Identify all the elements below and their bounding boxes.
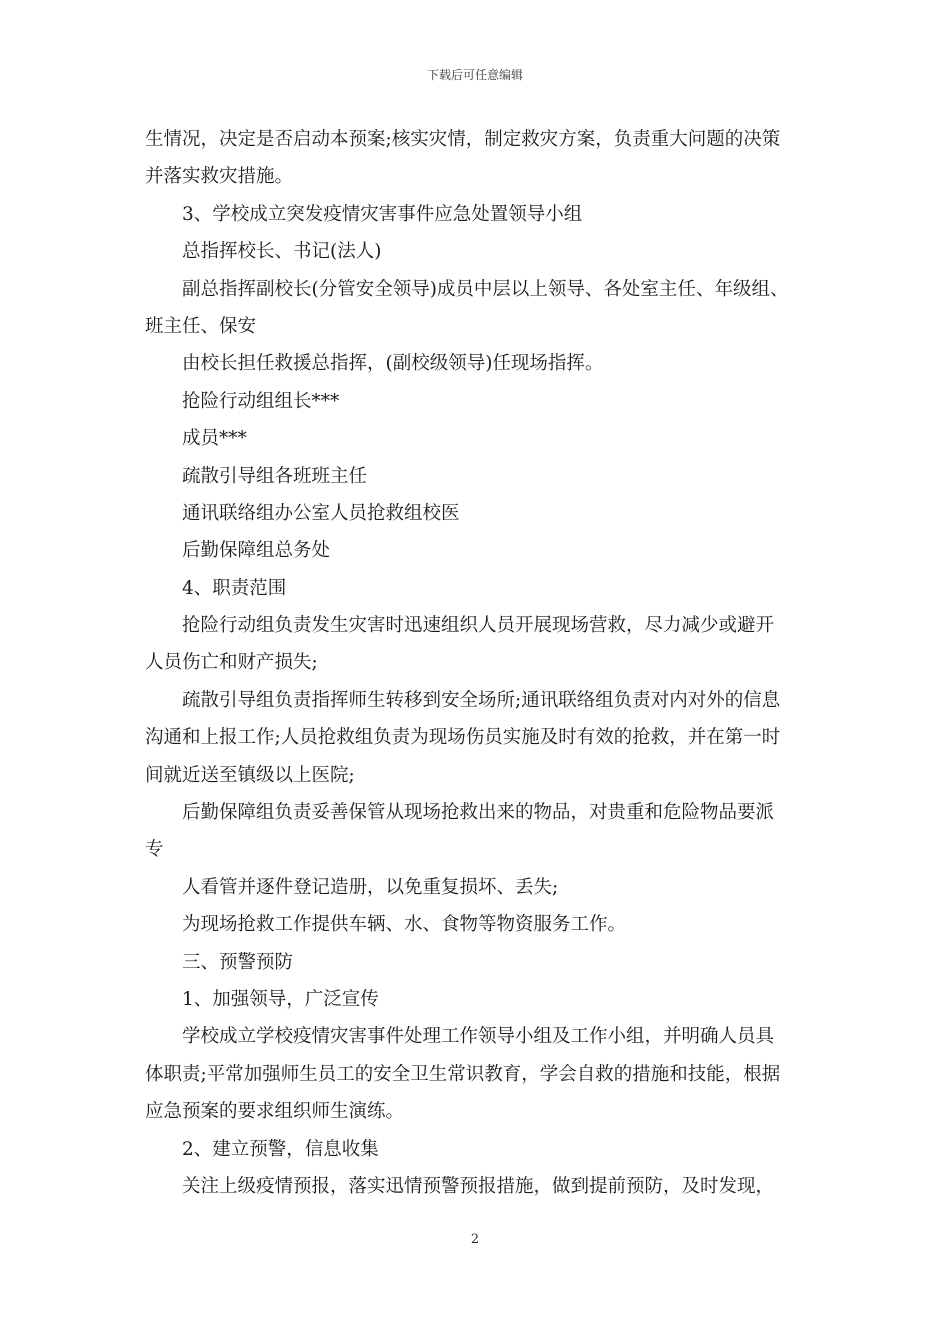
- text-line: 人看管并逐件登记造册，以免重复损坏、丢失;: [182, 876, 559, 898]
- text-line: 体职责;平常加强师生员工的安全卫生常识教育，学会自救的措施和技能，根据: [145, 1063, 781, 1085]
- text-line: 间就近送至镇级以上医院;: [145, 764, 355, 786]
- text-line: 2、建立预警，信息收集: [182, 1138, 379, 1160]
- text-line: 并落实救灾措施。: [145, 166, 294, 188]
- text-line: 成员***: [182, 428, 247, 450]
- text-line: 抢险行动组组长***: [182, 390, 340, 412]
- text-line: 1、加强领导，广泛宣传: [182, 988, 379, 1010]
- text-line: 后勤保障组总务处: [182, 540, 331, 562]
- text-line: 总指挥校长、书记(法人): [182, 241, 382, 263]
- text-line: 沟通和上报工作;人员抢救组负责为现场伤员实施及时有效的抢救，并在第一时: [145, 727, 781, 749]
- page-number: 2: [470, 1232, 480, 1247]
- text-line: 疏散引导组负责指挥师生转移到安全场所;通讯联络组负责对内对外的信息: [182, 689, 781, 711]
- text-line: 专: [145, 839, 164, 861]
- text-line: 4、职责范围: [182, 577, 287, 599]
- page-header: 下载后可任意编辑: [426, 68, 523, 82]
- text-line: 三、预警预防: [182, 951, 294, 973]
- text-line: 学校成立学校疫情灾害事件处理工作领导小组及工作小组，并明确人员具: [182, 1026, 775, 1048]
- text-line: 副总指挥副校长(分管安全领导)成员中层以上领导、各处室主任、年级组、: [182, 278, 789, 300]
- document-body: [145, 121, 815, 1205]
- text-line: 为现场抢救工作提供车辆、水、食物等物资服务工作。: [182, 914, 627, 936]
- text-line: 疏散引导组各班班主任: [182, 465, 368, 487]
- text-line: 通讯联络组办公室人员抢救组校医: [182, 502, 460, 524]
- text-line: 关注上级疫情预报，落实迅情预警预报措施，做到提前预防，及时发现，: [182, 1175, 775, 1197]
- text-line: 后勤保障组负责妥善保管从现场抢救出来的物品，对贵重和危险物品要派: [182, 802, 775, 824]
- text-line: 3、学校成立突发疫情灾害事件应急处置领导小组: [182, 203, 583, 225]
- text-line: 生情况，决定是否启动本预案;核实灾情，制定救灾方案，负责重大问题的决策: [145, 129, 781, 150]
- text-line: 人员伤亡和财产损失;: [145, 652, 318, 674]
- text-line: 由校长担任救援总指挥，(副校级领导)任现场指挥。: [182, 353, 604, 375]
- text-line: 抢险行动组负责发生灾害时迅速组织人员开展现场营救，尽力减少或避开: [182, 615, 775, 637]
- text-line: 应急预案的要求组织师生演练。: [145, 1101, 405, 1123]
- text-line: 班主任、保安: [145, 315, 257, 337]
